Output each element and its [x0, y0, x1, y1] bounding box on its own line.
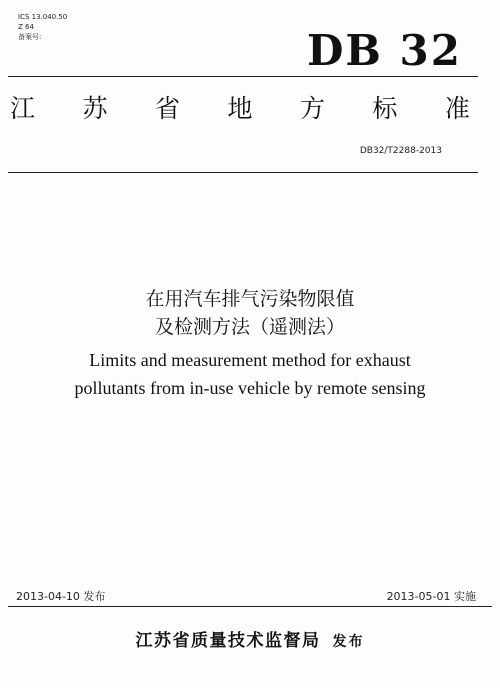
standard-type-char: 江	[10, 94, 36, 123]
title-english-line-1: Limits and measurement method for exhaust	[89, 350, 411, 370]
standard-type-char: 省	[154, 94, 180, 123]
issue-date: 2013-04-10 发布	[16, 590, 106, 603]
classification-block	[18, 12, 67, 42]
top-divider	[8, 76, 478, 77]
category-code: Z 64	[18, 23, 34, 31]
title-chinese-line-2: 及检测方法（遥测法）	[154, 316, 345, 338]
standard-type-heading	[10, 94, 470, 124]
title-english-line-2: pollutants from in-use vehicle by remote sensing	[74, 378, 426, 398]
standard-number: DB32/T2288-2013	[359, 146, 442, 156]
ics-code: ICS 13.040.50	[18, 13, 68, 21]
db-code-mark: DB 32	[307, 26, 462, 75]
issuer-action: 发布	[332, 634, 365, 650]
bottom-divider	[8, 606, 492, 607]
issuer-name: 江苏省质量技术监督局	[135, 631, 321, 651]
standard-type-char: 地	[227, 94, 253, 123]
standard-type-char: 标	[372, 94, 398, 123]
issuer-line	[0, 630, 500, 653]
standard-type-char: 苏	[82, 94, 108, 123]
standard-type-char: 准	[444, 94, 470, 123]
implementation-date: 2013-05-01 实施	[386, 590, 476, 603]
title-chinese-line-1: 在用汽车排气污染物限值	[145, 288, 355, 310]
middle-divider	[8, 172, 478, 173]
standard-type-char: 方	[299, 94, 325, 123]
record-number: 备案号:	[18, 33, 42, 41]
